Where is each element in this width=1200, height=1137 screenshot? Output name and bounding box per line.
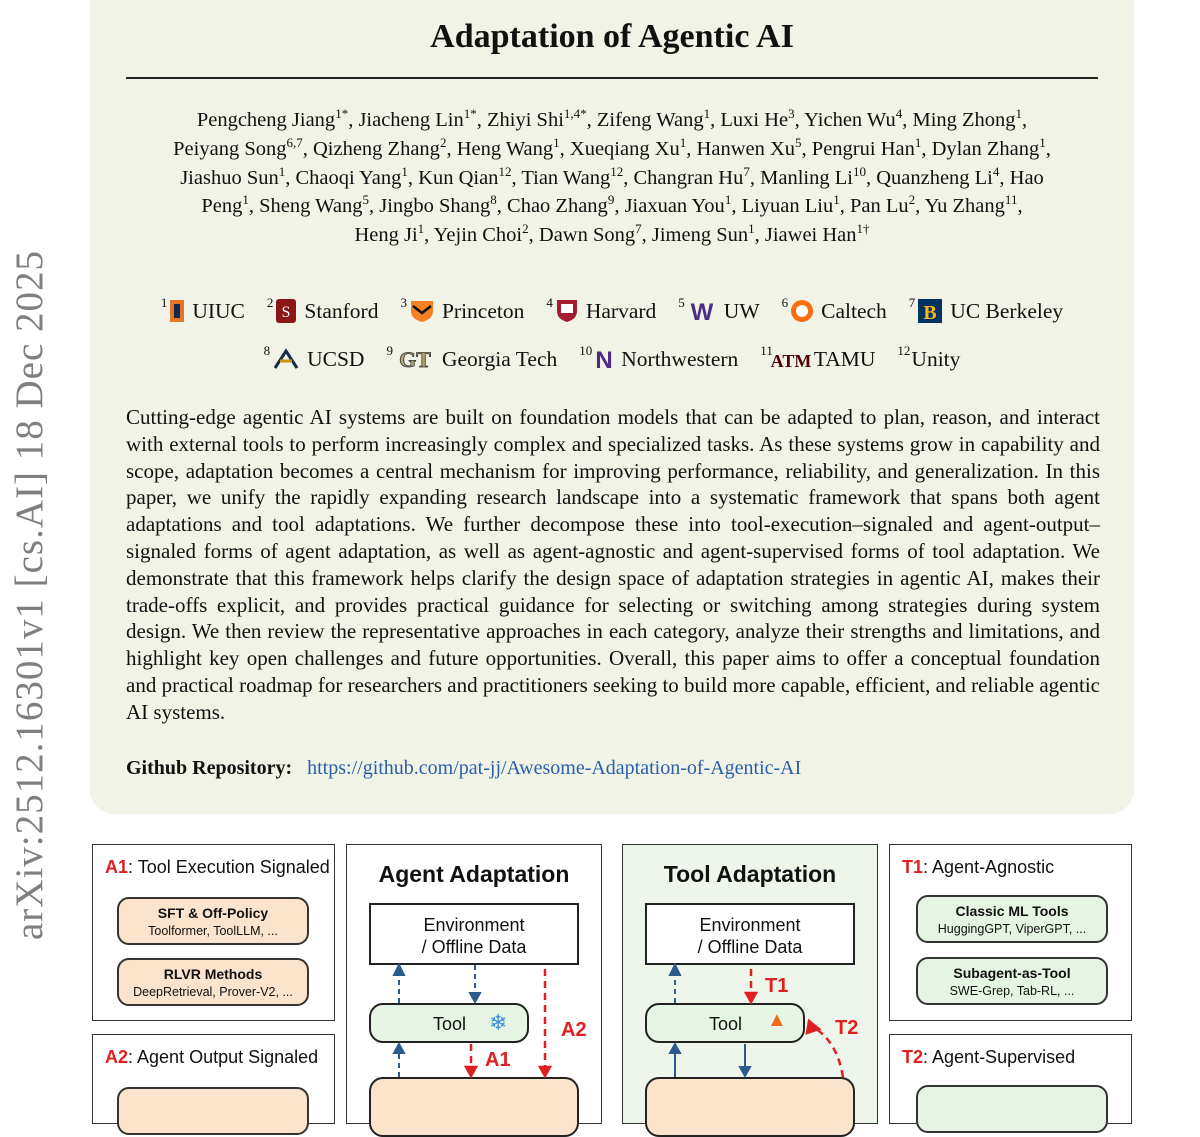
t2-item [916,1085,1108,1133]
author-affiliation-mark: 9 [607,192,615,208]
author-name: , Luxi He [710,109,789,131]
author-affiliation-mark: 2 [439,134,447,150]
author-name: , Sheng Wang [248,195,363,218]
author-affiliation-mark: 1 [703,106,711,122]
author-name: , [1017,195,1023,218]
author-affiliation-mark: 1 [1015,106,1023,122]
affiliation-name: Harvard [585,298,657,323]
author-name: , Xueqiang Xu [559,137,680,160]
svg-text:ATM: ATM [770,351,812,371]
affiliation-uc-berkeley [908,295,1064,324]
author-affiliation-mark: 1 [748,221,755,237]
affiliation-stanford [266,295,379,324]
affiliation-number: 11 [760,343,773,358]
t2-box [889,1034,1132,1124]
a2-heading: A2: Agent Output Signaled [105,1047,319,1067]
affiliation-name: Unity [911,346,961,371]
berkeley-logo [917,298,943,324]
author-name: Jiashuo Sun [180,166,279,189]
author-name: , Liyuan Liu [731,195,834,218]
author-affiliation-mark: 1 [278,163,286,179]
affiliation-number: 7 [908,295,916,310]
affiliation-name: Northwestern [621,346,739,371]
author-affiliation-mark: 1 [833,192,840,208]
affiliation-name: Georgia Tech [441,346,558,371]
affiliation-name: UCSD [307,346,365,371]
affiliation-name: Caltech [821,298,887,323]
author-affiliation-mark: 12 [610,163,624,179]
author-name: , Pengrui Han [801,137,915,160]
author-name: , Zhiyi Shi [476,109,564,131]
a1-arrow-label: A1 [485,1049,511,1071]
affiliation-name: Princeton [441,298,525,323]
affiliation-number: 4 [546,295,553,310]
svg-text:W: W [690,299,714,326]
author-affiliation-mark: 1 [401,163,408,179]
author-name: , Qizheng Zhang [302,137,440,160]
affiliation-number: 8 [263,343,271,358]
affiliation-uw [678,295,760,326]
author-name: , Quanzheng Li [865,166,993,189]
author-affiliation-mark: 7 [743,163,750,179]
affiliation-name: TAMU [813,346,876,371]
t2-heading: T2: Agent-Supervised [902,1047,1076,1067]
author-name: , Dylan Zhang [921,137,1040,160]
affiliation-princeton [400,295,525,324]
affiliation-name: UC Berkeley [950,298,1064,323]
t1-arrow-label: T1 [765,975,789,997]
author-affiliation-mark: 7 [635,221,642,237]
author-affiliation-mark: 11 [1004,192,1018,208]
a2-item [117,1087,309,1135]
tool-tool-box: Tool ▲ [645,1003,805,1043]
affiliation-caltech [781,295,887,324]
title-abstract-panel [90,0,1134,814]
author-list [126,106,1098,250]
author-name: , Manling Li [749,166,853,189]
harvard-logo [555,298,579,324]
author-line [126,106,1098,135]
tamu-logo [770,347,812,371]
fire-icon: ▲ [767,1009,787,1031]
author-name: , Heng Wang [446,137,554,160]
author-affiliation-mark: 1* [335,106,349,122]
author-line [126,221,1098,250]
affiliation-georgia-tech [386,343,558,372]
affiliation-name: UW [723,298,760,323]
a1-box [92,844,335,1021]
author-name: Pengcheng Jiang [196,109,336,131]
a2-box [92,1034,335,1124]
author-affiliation-mark: 12 [498,163,512,179]
author-name: , Chao Zhang [496,195,608,218]
repo-label: Github Repository: [126,757,293,779]
ucsd-logo [272,347,300,371]
agent-tool-box: Tool ❄ [369,1003,529,1043]
affiliation-unity [897,343,961,372]
svg-text:N: N [595,347,613,374]
author-affiliation-mark: 4 [992,163,1000,179]
author-name: , Changran Hu [623,166,744,189]
t1-item-classic: Classic ML Tools HuggingGPT, ViperGPT, ... [916,895,1108,943]
author-line [126,192,1098,221]
author-name: , [1045,137,1051,160]
t1-box [889,844,1132,1021]
affiliation-number: 12 [897,343,911,358]
a1-item-rlvr: RLVR Methods DeepRetrieval, Prover-V2, ... [117,958,309,1006]
affiliation-uiuc [160,295,245,324]
author-affiliation-mark: 1* [463,106,477,122]
author-affiliation-mark: 5 [795,134,802,150]
svg-text:GT: GT [399,347,431,372]
author-affiliation-mark: 3 [788,106,795,122]
affiliation-name: UIUC [192,298,245,323]
princeton-logo [409,299,435,323]
author-name: , Hanwen Xu [686,137,796,160]
author-name: , Hao [999,166,1044,189]
snowflake-icon: ❄ [489,1010,508,1035]
stanford-logo [275,298,297,324]
paper-title: Adaptation of Agentic AI [430,18,794,55]
affiliation-name: Stanford [304,298,379,323]
affiliation-ucsd [263,343,365,372]
caltech-logo [790,298,814,324]
author-affiliation-mark: 1 [1039,134,1046,150]
title-rule [126,77,1098,79]
affiliation-harvard [546,295,657,324]
author-affiliation-mark: 1 [914,134,922,150]
arxiv-identifier: arXiv:2512.16301v1 [cs.AI] 18 Dec 2025 [8,249,51,940]
author-name: , Yu Zhang [915,195,1005,218]
author-name: , Jimeng Sun [641,224,749,247]
t2-arrow-label: T2 [835,1017,859,1039]
author-affiliation-mark: 1,4* [563,106,587,122]
affiliation-number: 10 [579,343,593,358]
a2-arrow-label: A2 [561,1019,587,1041]
affiliation-northwestern [579,343,739,374]
uiuc-logo [169,299,185,323]
agent-adaptation-title: Agent Adaptation [378,861,570,887]
affiliation-number: 3 [400,295,407,310]
repository-line [126,757,801,780]
author-name: , Jiawei Han [754,224,857,247]
tool-env-box: Environment / Offline Data [645,903,855,965]
author-affiliation-mark: 1† [856,221,870,237]
author-name: , Jingbo Shang [368,195,491,218]
author-affiliation-mark: 1 [724,192,732,208]
author-affiliation-mark: 1 [242,192,249,208]
author-affiliation-mark: 2 [908,192,916,208]
author-name: , Yejin Choi [424,224,523,247]
affiliation-number: 1 [160,295,168,310]
author-name: Peng [201,195,243,218]
author-affiliation-mark: 5 [362,192,369,208]
affiliation-number: 5 [678,295,685,310]
affiliation-number: 2 [266,295,274,310]
tool-adaptation-panel [622,844,878,1124]
svg-text:B: B [923,302,937,324]
affiliations-row-2 [90,344,1134,372]
author-name: , Dawn Song [528,224,636,247]
svg-text:S: S [281,304,291,321]
author-line [126,135,1098,164]
northwestern-logo [594,347,614,374]
uw-logo [687,299,717,326]
a1-heading: A1: Tool Execution Signaled [105,857,330,877]
agent-adaptation-panel [346,844,602,1124]
author-affiliation-mark: 4 [895,106,903,122]
agent-arrows [347,845,603,1125]
author-name: , Yichen Wu [794,109,896,131]
author-name: , Jiacheng Lin [348,109,464,131]
author-name: , Chaoqi Yang [285,166,402,189]
author-name: , Tian Wang [511,166,611,189]
a1-item-sft: SFT & Off-Policy Toolformer, ToolLLM, ... [117,897,309,945]
t1-item-subagent: Subagent-as-Tool SWE-Grep, Tab-RL, ... [916,957,1108,1005]
author-affiliation-mark: 6,7 [286,134,303,150]
affiliation-number: 6 [781,295,789,310]
gt-logo [395,347,435,371]
author-affiliation-mark: 8 [490,192,497,208]
author-name: , Ming Zhong [902,109,1016,131]
affiliation-tamu [760,343,876,372]
author-name: , Zifeng Wang [586,109,704,131]
author-name: , Jiaxuan You [614,195,725,218]
author-affiliation-mark: 1 [553,134,560,150]
author-line [126,164,1098,193]
tool-adaptation-title: Tool Adaptation [663,861,837,887]
repo-link[interactable]: https://github.com/pat-jj/Awesome-Adaptation-of-Agentic-AI [307,757,802,779]
author-name: , Pan Lu [839,195,909,218]
affiliation-number: 9 [386,343,393,358]
author-affiliation-mark: 10 [852,163,866,179]
author-name: , Kun Qian [407,166,499,189]
affiliations-row-1 [90,296,1134,324]
tool-arrows [623,845,879,1125]
agent-env-box: Environment / Offline Data [369,903,579,965]
author-name: Heng Ji [354,224,418,247]
author-affiliation-mark: 1 [679,134,687,150]
t1-heading: T1: Agent-Agnostic [902,857,1055,877]
abstract: Cutting-edge agentic AI systems are built on foundation models that can be adapted to plan, reason, and interact with external tools to perform increasingly complex and specialized tasks. As these systems grow in capability and scope, adaptation becomes a central mechanism for improving performance, reliability, and generalization. In this paper, we unify the rapidly expanding research landscape into a systematic framework that spans both agent adaptations and tool adaptations. We further decompose these into tool-execution–signaled and agent-output–signaled forms of agent adaptation, as well as agent-agnostic and agent-supervised forms of tool adaptation. We demonstrate that this framework helps clarify the design space of adaptation strategies in agentic AI, makes their trade-offs explicit, and provides practical guidance for selecting or switching among strategies during system design. We then review the representative approaches in each category, analyze their strengths and limitations, and highlight key open challenges and future opportunities. Overall, this paper aims to offer a conceptual foundation and practical roadmap for researchers and practitioners seeking to build more capable, efficient, and reliable agentic AI systems. [126,405,1100,724]
author-name: , [1022,109,1028,131]
author-name: Peiyang Song [173,137,287,160]
author-affiliation-mark: 1 [417,221,425,237]
author-affiliation-mark: 2 [522,221,529,237]
